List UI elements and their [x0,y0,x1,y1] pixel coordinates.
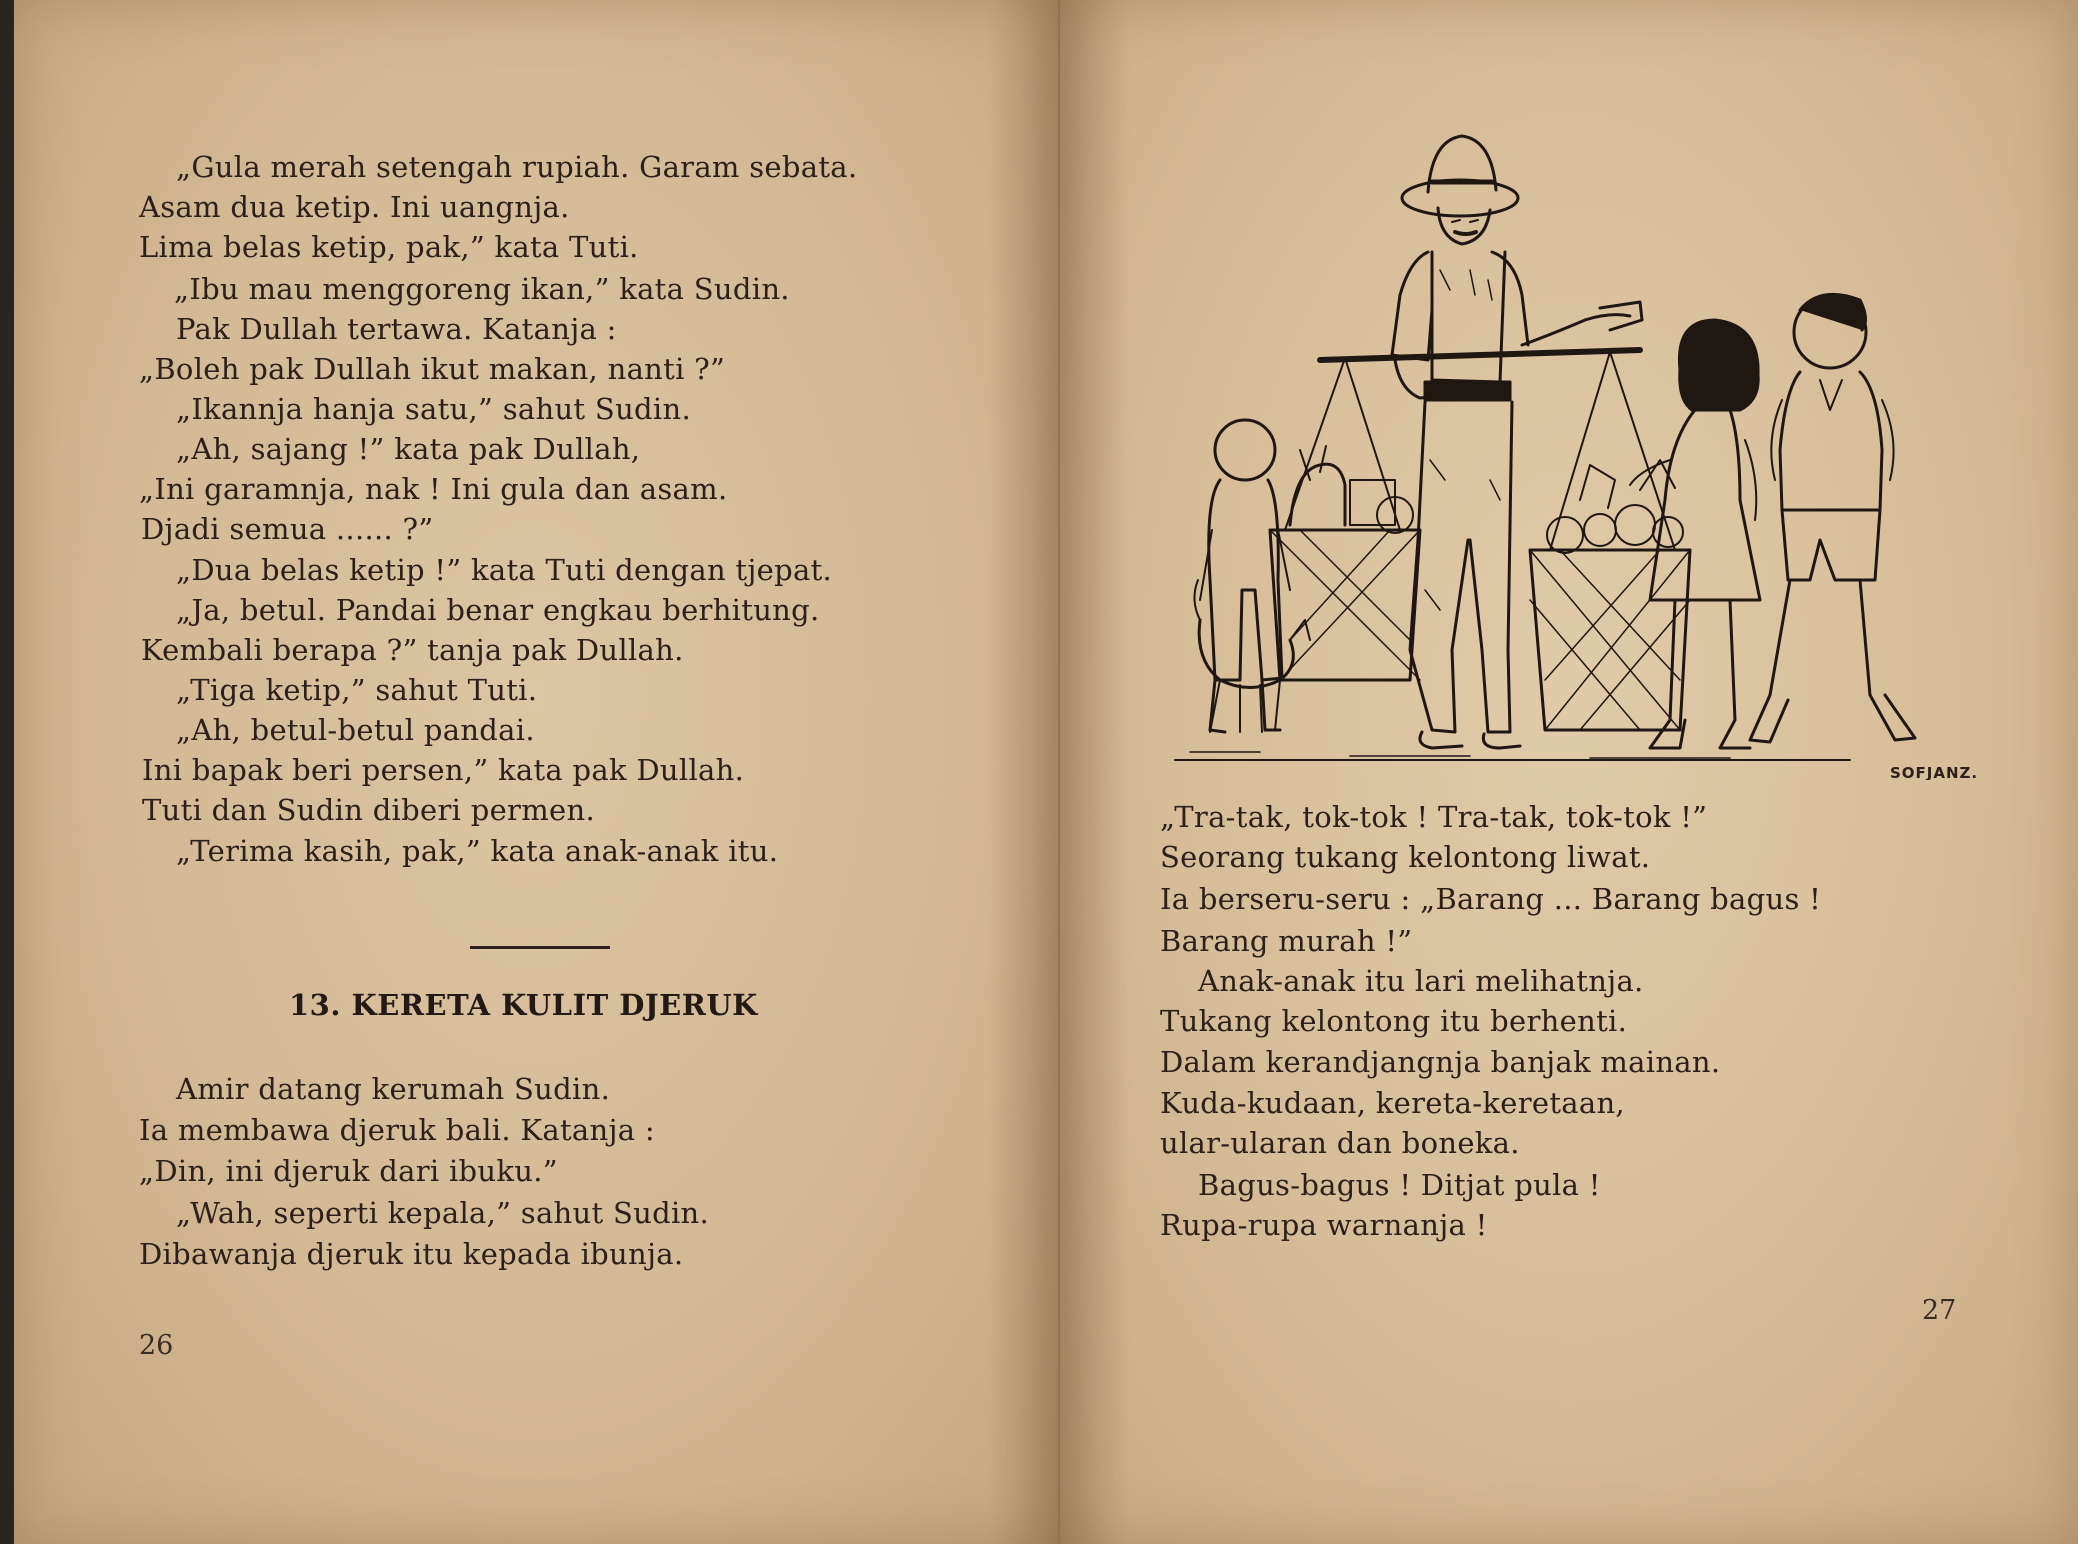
text-line: Djadi semua ...... ?” [141,512,434,546]
text-line: „Dua belas ketip !” kata Tuti dengan tjepat. [176,553,833,587]
text-line: ular-ularan dan boneka. [1160,1126,1520,1160]
text-line: Pak Dullah tertawa. Katanja : [176,312,617,346]
text-line: „Ibu mau menggoreng ikan,” kata Sudin. [174,272,790,306]
section-heading: 13. KERETA KULIT DJERUK [289,988,758,1022]
text-line: „Boleh pak Dullah ikut makan, nanti ?” [139,352,726,386]
left-page [14,0,1060,1544]
text-line: „Tra-tak, tok-tok ! Tra-tak, tok-tok !” [1160,800,1708,834]
text-line: Asam dua ketip. Ini uangnja. [139,190,570,224]
text-line: „Ah, sajang !” kata pak Dullah, [176,432,641,466]
text-line: „Ini garamnja, nak ! Ini gula dan asam. [139,472,728,506]
text-line: „Ja, betul. Pandai benar engkau berhitung. [176,593,820,627]
text-line: Barang murah !” [1160,924,1413,958]
text-line: Seorang tukang kelontong liwat. [1160,840,1651,874]
text-line: Ia berseru-seru : „Barang ... Barang bagus ! [1160,882,1822,916]
text-line: Rupa-rupa warnanja ! [1160,1208,1488,1242]
gutter-shadow [988,0,1058,1544]
text-line: Ia membawa djeruk bali. Katanja : [139,1113,655,1147]
text-line: Kuda-kudaan, kereta-keretaan, [1160,1086,1625,1120]
text-line: Dibawanja djeruk itu kepada ibunja. [139,1237,684,1271]
vendor-illustration [1170,120,2000,780]
text-line: Dalam kerandjangnja banjak mainan. [1160,1045,1721,1079]
illustrator-signature: SOFJANZ. [1890,764,1979,780]
page-number: 26 [139,1330,174,1361]
text-line: Ini bapak beri persen,” kata pak Dullah. [142,753,745,787]
text-line: „Wah, seperti kepala,” sahut Sudin. [176,1196,710,1230]
text-line: Tukang kelontong itu berhenti. [1160,1004,1628,1038]
gutter-shadow [1060,0,1130,1544]
right-page [1060,0,2078,1544]
text-line: Amir datang kerumah Sudin. [176,1072,611,1106]
page-number: 27 [1922,1295,1957,1326]
text-line: „Ikannja hanja satu,” sahut Sudin. [176,392,691,426]
text-line: Lima belas ketip, pak,” kata Tuti. [139,230,639,264]
text-line: Anak-anak itu lari melihatnja. [1198,964,1644,998]
text-line: Tuti dan Sudin diberi permen. [142,793,595,827]
text-line: Bagus-bagus ! Ditjat pula ! [1198,1168,1601,1202]
text-line: „Ah, betul-betul pandai. [176,713,535,747]
section-divider [470,946,610,949]
text-line: „Tiga ketip,” sahut Tuti. [176,673,538,707]
text-line: Kembali berapa ?” tanja pak Dullah. [141,633,684,667]
text-line: „Din, ini djeruk dari ibuku.” [139,1154,558,1188]
text-line: „Terima kasih, pak,” kata anak-anak itu. [176,834,779,868]
text-line: „Gula merah setengah rupiah. Garam sebata. [176,150,858,184]
